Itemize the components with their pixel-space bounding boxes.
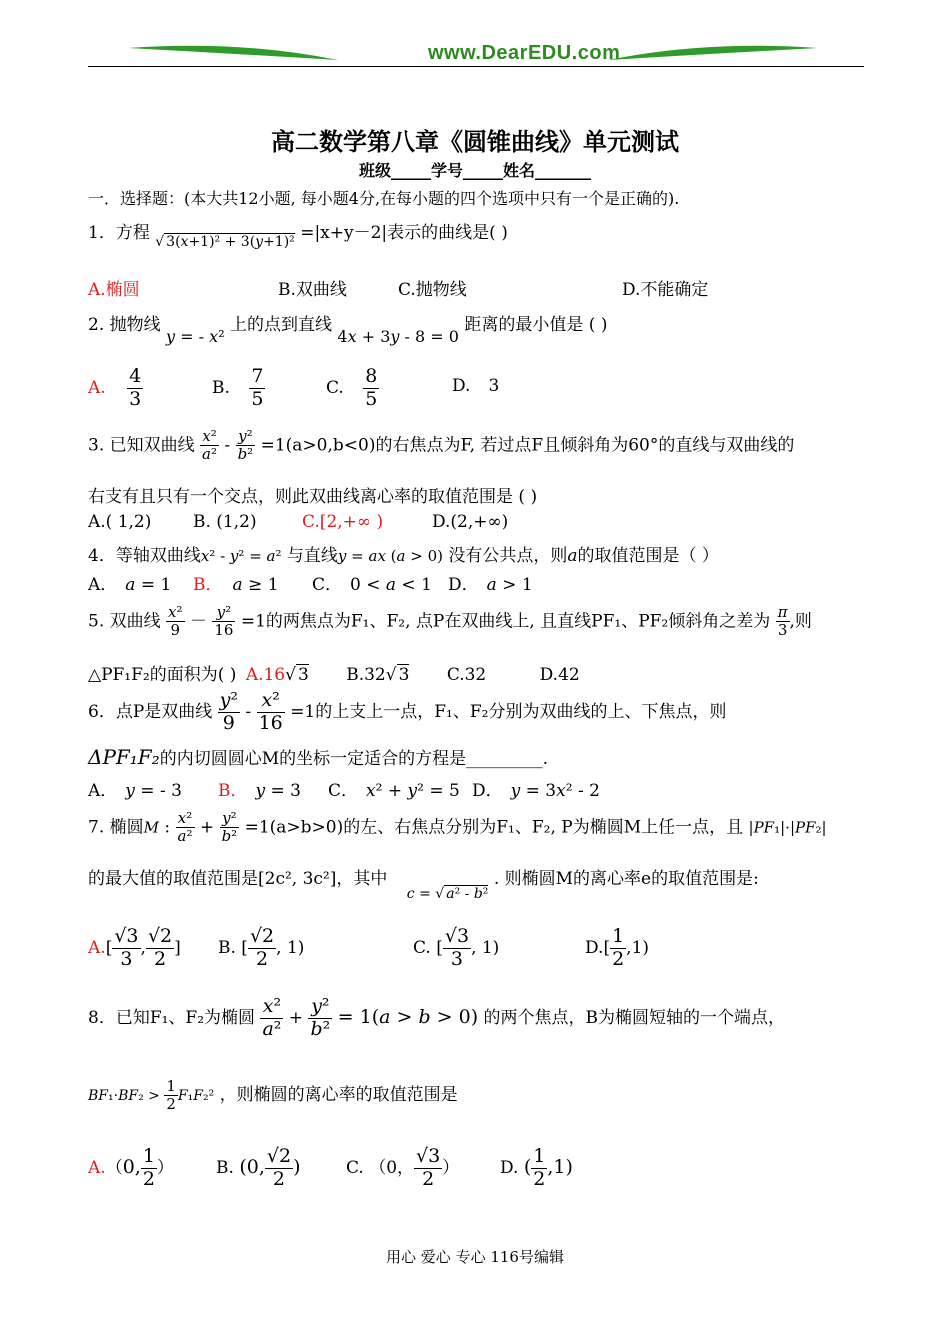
- q3-option-b: B. (1,2): [193, 512, 257, 532]
- q7-option-b: B. [ $\frac{√2}{2}$ , 1): [218, 925, 305, 970]
- q2-option-d: D. 3: [452, 376, 500, 396]
- question-2: 2. 抛物线 y = - x² 上的点到直线 4x + 3y - 8 = 0 距离的最小值是 ( ): [88, 315, 608, 346]
- question-4: 4．等轴双曲线x² - y² = a² 与直线y = ax (a > 0) 没有公共点，则a的取值范围是（ ）: [88, 546, 719, 566]
- q8-option-a: A.（0, $\frac{1}{2}$ ）: [88, 1145, 174, 1190]
- q4-option-d: D． a > 1: [448, 575, 533, 595]
- q6-option-b: B． y = 3: [218, 781, 301, 801]
- q4-option-b: B． a ≥ 1: [193, 575, 279, 595]
- question-7: 7. 椭圆M : $\frac{\text{x²}}{\text{a²}}$ + $\frac{\text{y²}}{\text{b²}}$ =1(a>b>0)的左、右焦点分别为F₁、F₂, P为椭圆M上任一点，且 |PF₁|·|PF₂|: [88, 809, 827, 846]
- section-heading: 一．选择题：(本大共12小题, 每小题4分,在每小题的四个选项中只有一个是正确的).: [88, 189, 680, 208]
- question-3: 3. 已知双曲线 $\frac{\text{x²}}{\text{a²}}$ - $\frac{\text{y²}}{\text{b²}}$ =1(a>0,b<0)的右焦点为F, 若过点F且倾斜角为60°的直线与双曲线的: [88, 427, 795, 464]
- q1-option-c: C.抛物线: [398, 280, 467, 300]
- question-6-line2: ΔPF₁F₂的内切圆圆心M的坐标一定适合的方程是_________.: [88, 745, 549, 769]
- question-5-line2: △PF₁F₂的面积为( ) A.16√ 3 B.32√ 3 C.32 D.42: [88, 665, 580, 685]
- page-subtitle: 班级_____学号_____姓名_______: [358, 161, 591, 180]
- q2-option-a: A. $\frac{4}{3}$: [88, 365, 142, 410]
- question-8-line2: BF₁·BF₂ > $\frac{1}{2}$ F₁F₂² ，则椭圆的离心率的取值范围是: [88, 1077, 458, 1114]
- q3-option-d: D.(2,+∞): [432, 512, 509, 532]
- question-3-line2: 右支有且只有一个交点，则此双曲线离心率的取值范围是 ( ): [88, 487, 538, 507]
- question-8: 8．已知F₁、F₂为椭圆 $\frac{\text{x²}}{\text{a²}}$ + $\frac{\text{y²}}{\text{b²}}$ = 1(a > b > 0) 的两个焦点，B为椭圆短轴的一个端点，: [88, 995, 786, 1040]
- header-rule: [88, 66, 864, 67]
- question-7-line2: 的最大值的取值范围是[2c², 3c²]，其中 $_{c = √ a^2 - b^2}$ . 则椭圆M的离心率e的取值范围是:: [88, 869, 759, 902]
- page-title: 高二数学第八章《圆锥曲线》单元测试: [271, 128, 679, 156]
- q7-option-d: D.[ $\frac{1}{2}$ ,1): [585, 925, 650, 970]
- q1-option-d: D.不能确定: [622, 280, 709, 300]
- q8-option-d: D. ( $\frac{1}{2}$ ,1): [500, 1145, 573, 1190]
- q8-option-c: C. （0， $\frac{√3}{2}$ ）: [346, 1145, 460, 1190]
- q6-option-a: A． y = - 3: [88, 781, 182, 801]
- site-logo: www.DearEDU.com: [428, 42, 621, 64]
- q2-formula-parabola: y = - x²: [166, 327, 225, 346]
- q2-option-c: C. $\frac{8}{5}$: [326, 365, 378, 410]
- q1-option-a: A.椭圆: [88, 280, 140, 300]
- question-6: 6．点P是双曲线 $\frac{\text{y²}}{9}$ - $\frac{\text{x²}}{16}$ =1的上支上一点，F₁、F₂分别为双曲线的上、下焦点，则: [88, 689, 727, 734]
- question-5: 5. 双曲线 $\frac{\text{x²}}{9}$ － $\frac{\text{y²}}{16}$ =1的两焦点为F₁、F₂, 点P在双曲线上, 且直线PF₁、PF₂倾斜角之差为 $\frac{\pi}{3}$ ,则: [88, 603, 812, 640]
- q6-option-c: C． x² + y² = 5: [328, 781, 460, 801]
- q3-option-c: C.[2,+∞ ): [302, 512, 384, 532]
- q4-option-c: C． 0 < a < 1: [312, 575, 432, 595]
- q1-option-b: B.双曲线: [278, 280, 347, 300]
- q2-option-b: B. $\frac{7}{5}$: [212, 365, 264, 410]
- q3-option-a: A.( 1,2): [88, 512, 152, 532]
- q1-formula: √ 3(x+1)² + 3(y+1)²: [155, 234, 295, 250]
- q6-option-d: D． y = 3x² - 2: [472, 781, 600, 801]
- q4-option-a: A． a = 1: [88, 575, 172, 595]
- q8-option-b: B. (0, $\frac{√2}{2}$ ): [216, 1145, 301, 1190]
- q2-formula-line: 4x + 3y - 8 = 0: [337, 327, 459, 346]
- question-1: 1．方程 √ 3(x+1)² + 3(y+1)² =|x+y－2|表示的曲线是( ): [88, 223, 508, 250]
- q7-option-c: C. [ $\frac{√3}{3}$ , 1): [413, 925, 500, 970]
- page-footer: 用心 爱心 专心 116号编辑: [386, 1248, 564, 1266]
- q7-option-a: A.[ $\frac{√3}{3}$ , $\frac{√2}{2}$ ]: [88, 925, 181, 970]
